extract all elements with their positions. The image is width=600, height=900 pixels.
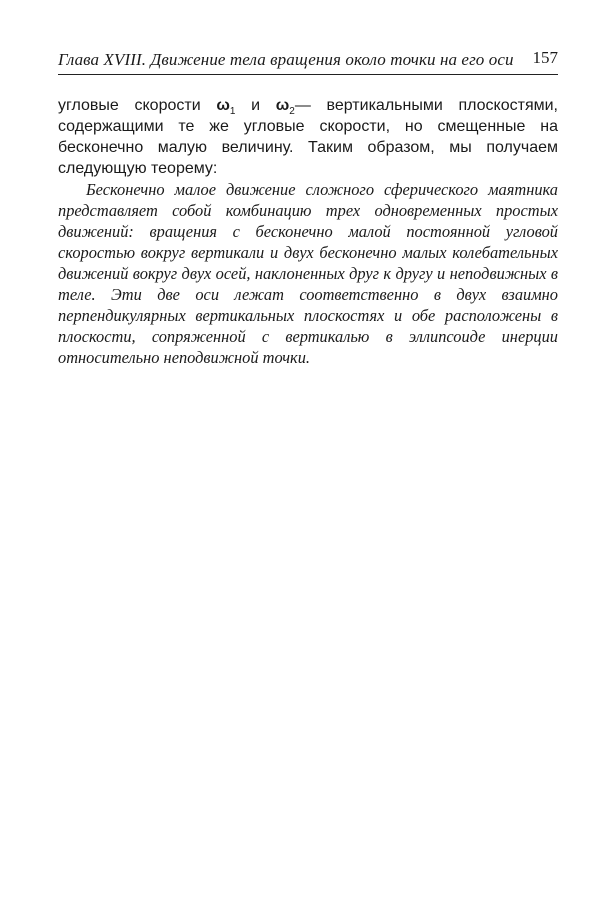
intro-text-end: — вертикальными плоскостями, содержащими те же угловые скорости, но смещенные на бесконечно малую величину. Таким образом, мы получаем следующую теорему: [58, 97, 559, 177]
page-number: 157 [532, 48, 558, 67]
conjunction: и [235, 97, 276, 114]
theorem-paragraph: Бесконечно малое движение сложного сферического маятника представляет собой комбинацию трех одновременных простых движений: вращения с бесконечно малой постоянной угловой скоростью вокруг вертикали и двух бесконечно малых колебательных движений вокруг двух осей, наклоненных друг к другу и неподвижных в теле. Эти две оси лежат соответственно в двух взаимно перпендикулярных вертикальных плоскостях и обе расположены в плоскости, сопряженной с вертикалью в эллипсоиде инерции относительно неподвижной точки. [58, 180, 558, 367]
intro-text-start: угловые скорости [58, 97, 217, 114]
omega-1-symbol: ω [216, 97, 230, 114]
running-header [58, 44, 558, 75]
omega-1-index: 1 [229, 106, 236, 118]
body-text [58, 95, 558, 368]
chapter-title: Глава XVIII. Движение тела вращения около точки на его оси [58, 50, 514, 69]
omega-2-symbol: ω [275, 97, 290, 114]
omega-2-index: 2 [289, 106, 295, 118]
intro-paragraph [58, 95, 558, 179]
book-page [58, 44, 558, 368]
